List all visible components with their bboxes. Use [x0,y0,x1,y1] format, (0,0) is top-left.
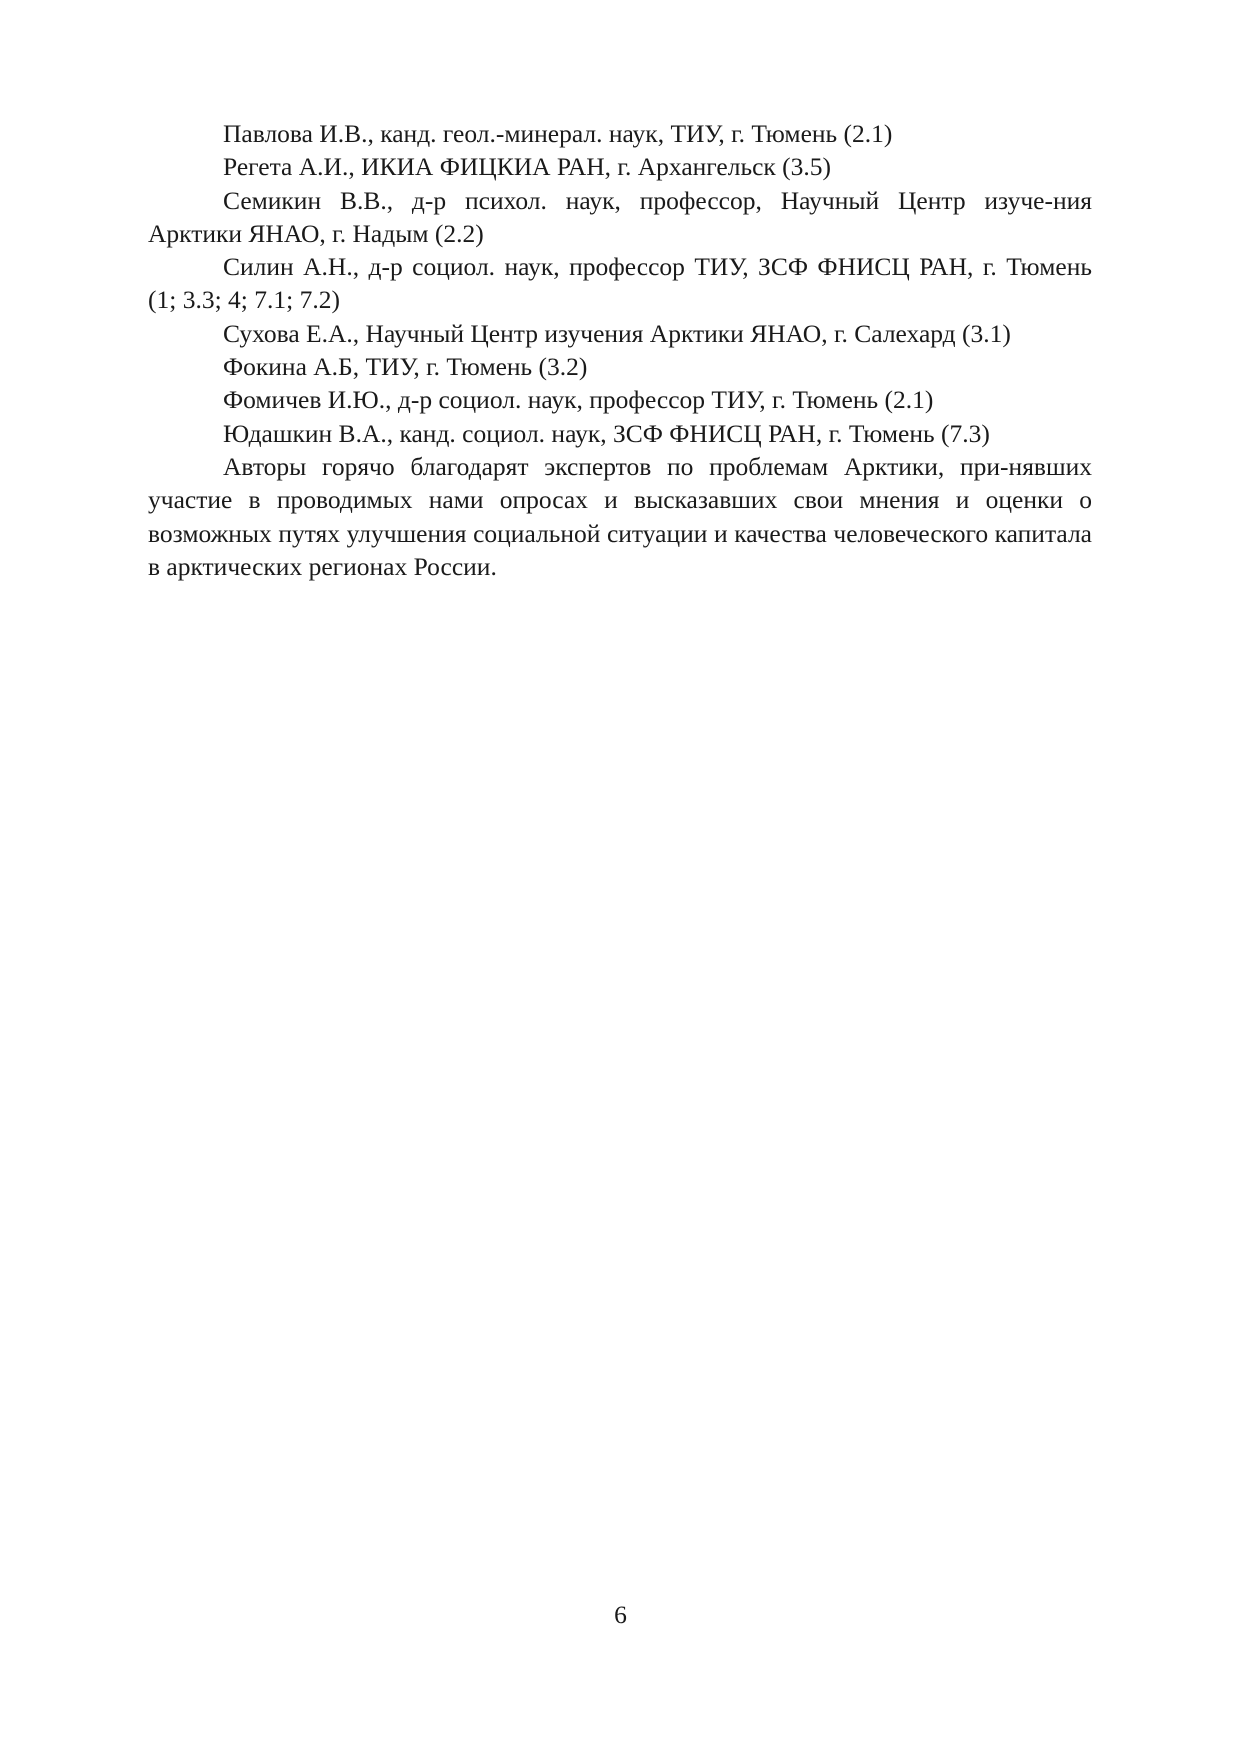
author-entry-fomichev: Фомичев И.Ю., д-р социол. наук, профессор ТИУ, г. Тюмень (2.1) [223,385,934,415]
author-entry-pavlova: Павлова И.В., канд. геол.-минерал. наук, ТИУ, г. Тюмень (2.1) [223,119,893,148]
author-entry-silin: Силин А.Н., д-р социол. наук, профессор ТИУ, ЗСФ ФНИСЦ РАН, г. Тюмень (1; 3.3; 4; 7.1; 7.2) [148,252,1092,315]
author-entry-yudashkin: Юдашкин В.А., канд. социол. наук, ЗСФ ФНИСЦ РАН, г. Тюмень (7.3) [223,418,990,448]
author-entry-semikin: Семикин В.В., д-р психол. наук, профессор, Научный Центр изуче-ния Арктики ЯНАО, г. Надым (2.2) [148,185,1092,248]
author-entry-fokina: Фокина А.Б, ТИУ, г. Тюмень (3.2) [223,352,588,382]
acknowledgement-paragraph: Авторы горячо благодарят экспертов по проблемам Арктики, при-нявших участие в проводимых нами опросах и высказавших свои мнения и оценки о возможных путях улучшения социальной ситуации и качества человеческого капитала в арктических регионах России. [148,451,1092,581]
author-entry-sukhova: Сухова Е.А., Научный Центр изучения Арктики ЯНАО, г. Салехард (3.1) [223,318,1011,348]
page-number: 6 [614,1600,627,1629]
author-contributions-text [148,117,1092,583]
author-entry-regeta: Регета А.И., ИКИА ФИЦКИА РАН, г. Архангельск (3.5) [223,152,832,182]
